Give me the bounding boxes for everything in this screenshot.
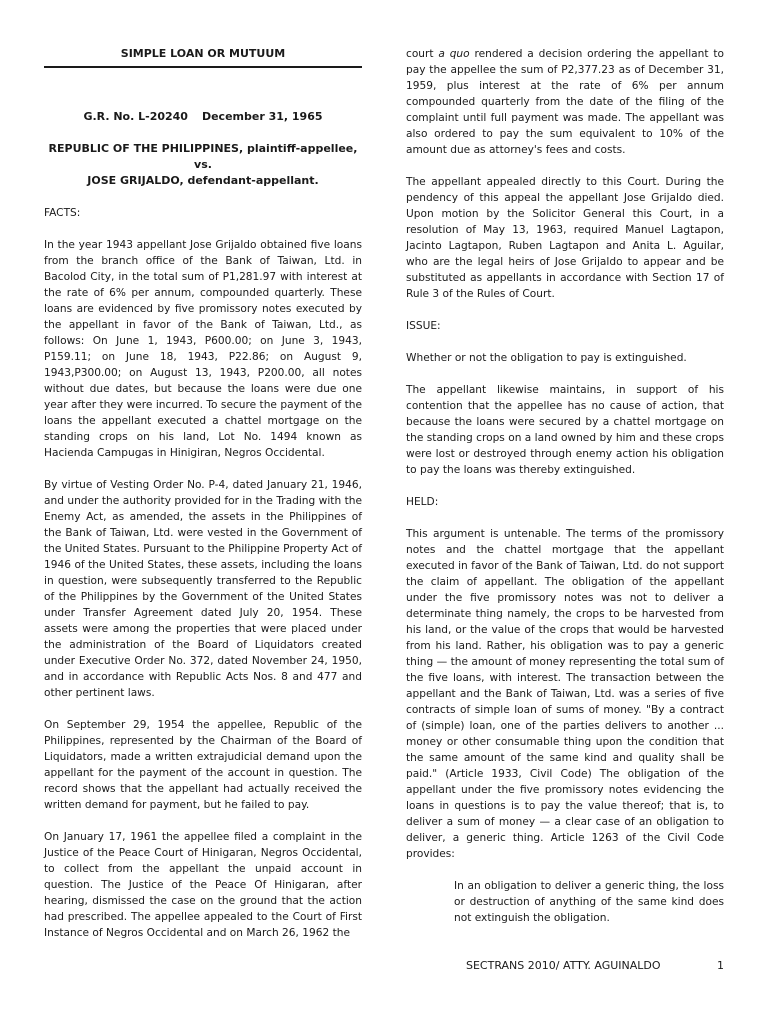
case-caption <box>44 109 362 189</box>
body-paragraph: In the year 1943 appellant Jose Grijaldo obtained five loans from the branch office of the Bank of Taiwan, Ltd. in Bacolod City, in the total sum of P1,281.97 with interest at the rate of 6% per annum, compounded quarterly. These loans are evidenced by five promissory notes executed by the appellant in favor of the Bank of Taiwan, Ltd., as follows: On June 1, 1943, P600.00; on June 3, 1943, P159.11; on June 18, 1943, P22.86; on August 9, 1943,P300.00; on August 13, 1943, P200.00, all notes without due dates, but because the loans were due one year after they were incurred. To secure the payment of the loans the appellant executed a chattel mortgage on the standing crops on his land, Lot No. 1494 known as Hacienda Campugas in Hinigiran, Negros Occidental. <box>44 239 362 459</box>
document-title: SIMPLE LOAN OR MUTUUM <box>120 47 286 60</box>
left-column <box>44 44 362 957</box>
body-paragraph: This argument is untenable. The terms of the promissory notes and the chattel mortgage that the appellant executed in favor of the Bank of Taiwan, Ltd. do not support the claim of appellant. The obligation of the appellant under the five promissory notes was not to deliver a determinate thing namely, the crops to be harvested from his land, or the value of the crops that would be harvested from his land. Rather, his obligation was to pay a generic thing — the amount of money representing the total sum of the five loans, with interest. The transaction between the appellant and the Bank of Taiwan, Ltd. was a series of five contracts of simple loan of sums of money. "By a contract of (simple) loan, one of the parties delivers to another ... money or other consumable thing upon the condition that the same amount of the same kind and quality shall be paid." (Article 1933, Civil Code) The obligation of the appellant under the five promissory notes evidencing the loans in questions is to pay the value thereof; that is, to deliver a sum of money — a clear case of an obligation to deliver, a generic thing. Article 1263 of the Civil Code provides: <box>406 528 724 860</box>
body-paragraph: On September 29, 1954 the appellee, Republic of the Philippines, represented by the Chairman of the Board of Liquidators, made a written extrajudicial demand upon the appellant for the payment of the account in question. The record shows that the appellant had actually received the written demand for payment, but he failed to pay. <box>44 719 362 811</box>
body-paragraph: The appellant appealed directly to this Court. During the pendency of this appeal the appellant Jose Grijaldo died. Upon motion by the Solicitor General this Court, in a resolution of May 13, 1963, required Manuel Lagtapon, Jacinto Lagtapon, Ruben Lagtapon and Anita L. Aguilar, who are the legal heirs of Jose Grijaldo to appear and be substituted as appellants in accordance with Section 17 of Rule 3 of the Rules of Court. <box>406 176 724 300</box>
footer-text: SECTRANS 2010/ ATTY. AGUINALDO <box>466 959 661 972</box>
case-date: December 31, 1965 <box>201 110 323 123</box>
case-number: G.R. No. L-20240 <box>83 110 188 123</box>
latin-phrase: a quo <box>438 48 470 60</box>
body-paragraph: The appellant likewise maintains, in support of his contention that the appellee has no cause of action, that because the loans were secured by a chattel mortgage on the standing crops on a land owned by him and these crops were lost or destroyed through enemy action his obligation to pay the loans was thereby extinguished. <box>406 384 724 476</box>
title-underline <box>44 66 362 68</box>
facts-heading: FACTS: <box>44 207 81 219</box>
block-quote: In an obligation to deliver a generic thing, the loss or destruction of anything of the same kind does not extinguish the obligation. <box>454 880 724 924</box>
body-paragraph: By virtue of Vesting Order No. P-4, dated January 21, 1946, and under the authority provided for in the Trading with the Enemy Act, as amended, the assets in the Philippines of the Bank of Taiwan, Ltd. were vested in the Government of the United States. Pursuant to the Philippine Property Act of 1946 of the United States, these assets, including the loans in question, were subsequently transferred to the Republic of the Philippines by the Government of the United States under Transfer Agreement dated July 20, 1954. These assets were among the properties that were placed under the administration of the Board of Liquidators created under Executive Order No. 372, dated November 24, 1950, and in accordance with Republic Acts Nos. 8 and 477 and other pertinent laws. <box>44 479 362 699</box>
held-heading: HELD: <box>406 496 439 508</box>
body-paragraph: court a quo rendered a decision ordering the appellant to pay the appellee the sum of P2,377.23 as of December 31, 1959, plus interest at the rate of 6% per annum compounded quarterly from the date of the filing of the complaint until full payment was made. The appellant was also ordered to pay the sum equivalent to 10% of the amount due as attorney's fees and costs. <box>406 48 724 156</box>
plaintiff-line: REPUBLIC OF THE PHILIPPINES, plaintiff-appellee, <box>48 142 358 155</box>
page-footer <box>466 959 724 972</box>
page-number: 1 <box>717 959 724 972</box>
case-reference <box>44 109 362 125</box>
issue-heading: ISSUE: <box>406 320 441 332</box>
right-column <box>406 46 724 926</box>
versus-line: vs. <box>194 158 212 171</box>
body-paragraph: On January 17, 1961 the appellee filed a complaint in the Justice of the Peace Court of Hinigaran, Negros Occidental, to collect from the appellant the unpaid account in question. The Justice of the Peace Of Hinigaran, after hearing, dismissed the case on the ground that the action had prescribed. The appellee appealed to the Court of First Instance of Negros Occidental and on March 26, 1962 the <box>44 831 362 939</box>
issue-statement: Whether or not the obligation to pay is extinguished. <box>406 352 687 364</box>
defendant-line: JOSE GRIJALDO, defendant-appellant. <box>87 174 319 187</box>
